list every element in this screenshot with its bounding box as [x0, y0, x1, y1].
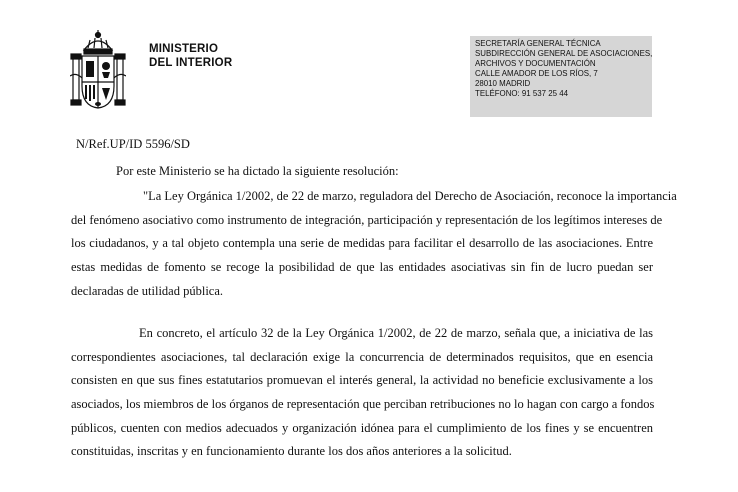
paragraph-line: "La Ley Orgánica 1/2002, de 22 de marzo, reguladora del Derecho de Asociación, reconoce la importancia [143, 189, 677, 203]
coat-of-arms-icon [70, 28, 126, 112]
paragraph-line: declaradas de utilidad pública. [71, 283, 224, 298]
reference-number: N/Ref.UP/ID 5596/SD [76, 137, 190, 151]
address-line: SECRETARÍA GENERAL TÉCNICA [475, 39, 601, 48]
paragraph-line: correspondientes asociaciones, tal declaración exige la concurrencia de determinados requisitos, que en esencia [71, 349, 653, 364]
paragraph-line: consisten en que sus fines estatutarios promuevan el interés general, la actividad no beneficie exclusivamente a los [71, 373, 653, 388]
paragraph-line: públicos, cuenten con medios adecuados y organización idónea para el cumplimiento de los fines y se encuentren [71, 420, 653, 435]
paragraph-1 [71, 185, 677, 303]
address-line: CALLE AMADOR DE LOS RÍOS, 7 [475, 69, 598, 78]
paragraph-line: los ciudadanos, y a tal objeto contempla una serie de medidas para facilitar el desarrollo de las asociaciones. Entre [71, 236, 653, 251]
address-line: ARCHIVOS Y DOCUMENTACIÓN [475, 59, 596, 68]
paragraph-line: constituidas, inscritas y en funcionamiento durante los dos años anteriores a la solicitud. [71, 444, 512, 459]
paragraph-2 [71, 322, 653, 464]
ministry-line-2: DEL INTERIOR [149, 57, 233, 69]
address-line: TELÉFONO: 91 537 25 44 [475, 89, 568, 98]
address-box [470, 36, 652, 117]
paragraph-line: asociados, los miembros de los órganos de representación que perciban retribuciones no lo hagan con cargo a fondos [71, 397, 655, 412]
ministry-line-1: MINISTERIO [149, 43, 219, 55]
paragraph-line: del fenómeno asociativo como instrumento de integración, participación y representación de los legítimos intereses de [71, 212, 663, 227]
paragraph-line: estas medidas de fomento se recoge la posibilidad de que las entidades asociativas sin fin de lucro puedan ser [71, 260, 653, 275]
address-line: 28010 MADRID [475, 79, 531, 88]
address-line: SUBDIRECCIÓN GENERAL DE ASOCIACIONES, [475, 49, 653, 58]
paragraph-line: En concreto, el artículo 32 de la Ley Orgánica 1/2002, de 22 de marzo, señala que, a iniciativa de las [139, 326, 653, 340]
intro-sentence: Por este Ministerio se ha dictado la siguiente resolución: [116, 164, 399, 178]
ministry-name [149, 42, 232, 70]
